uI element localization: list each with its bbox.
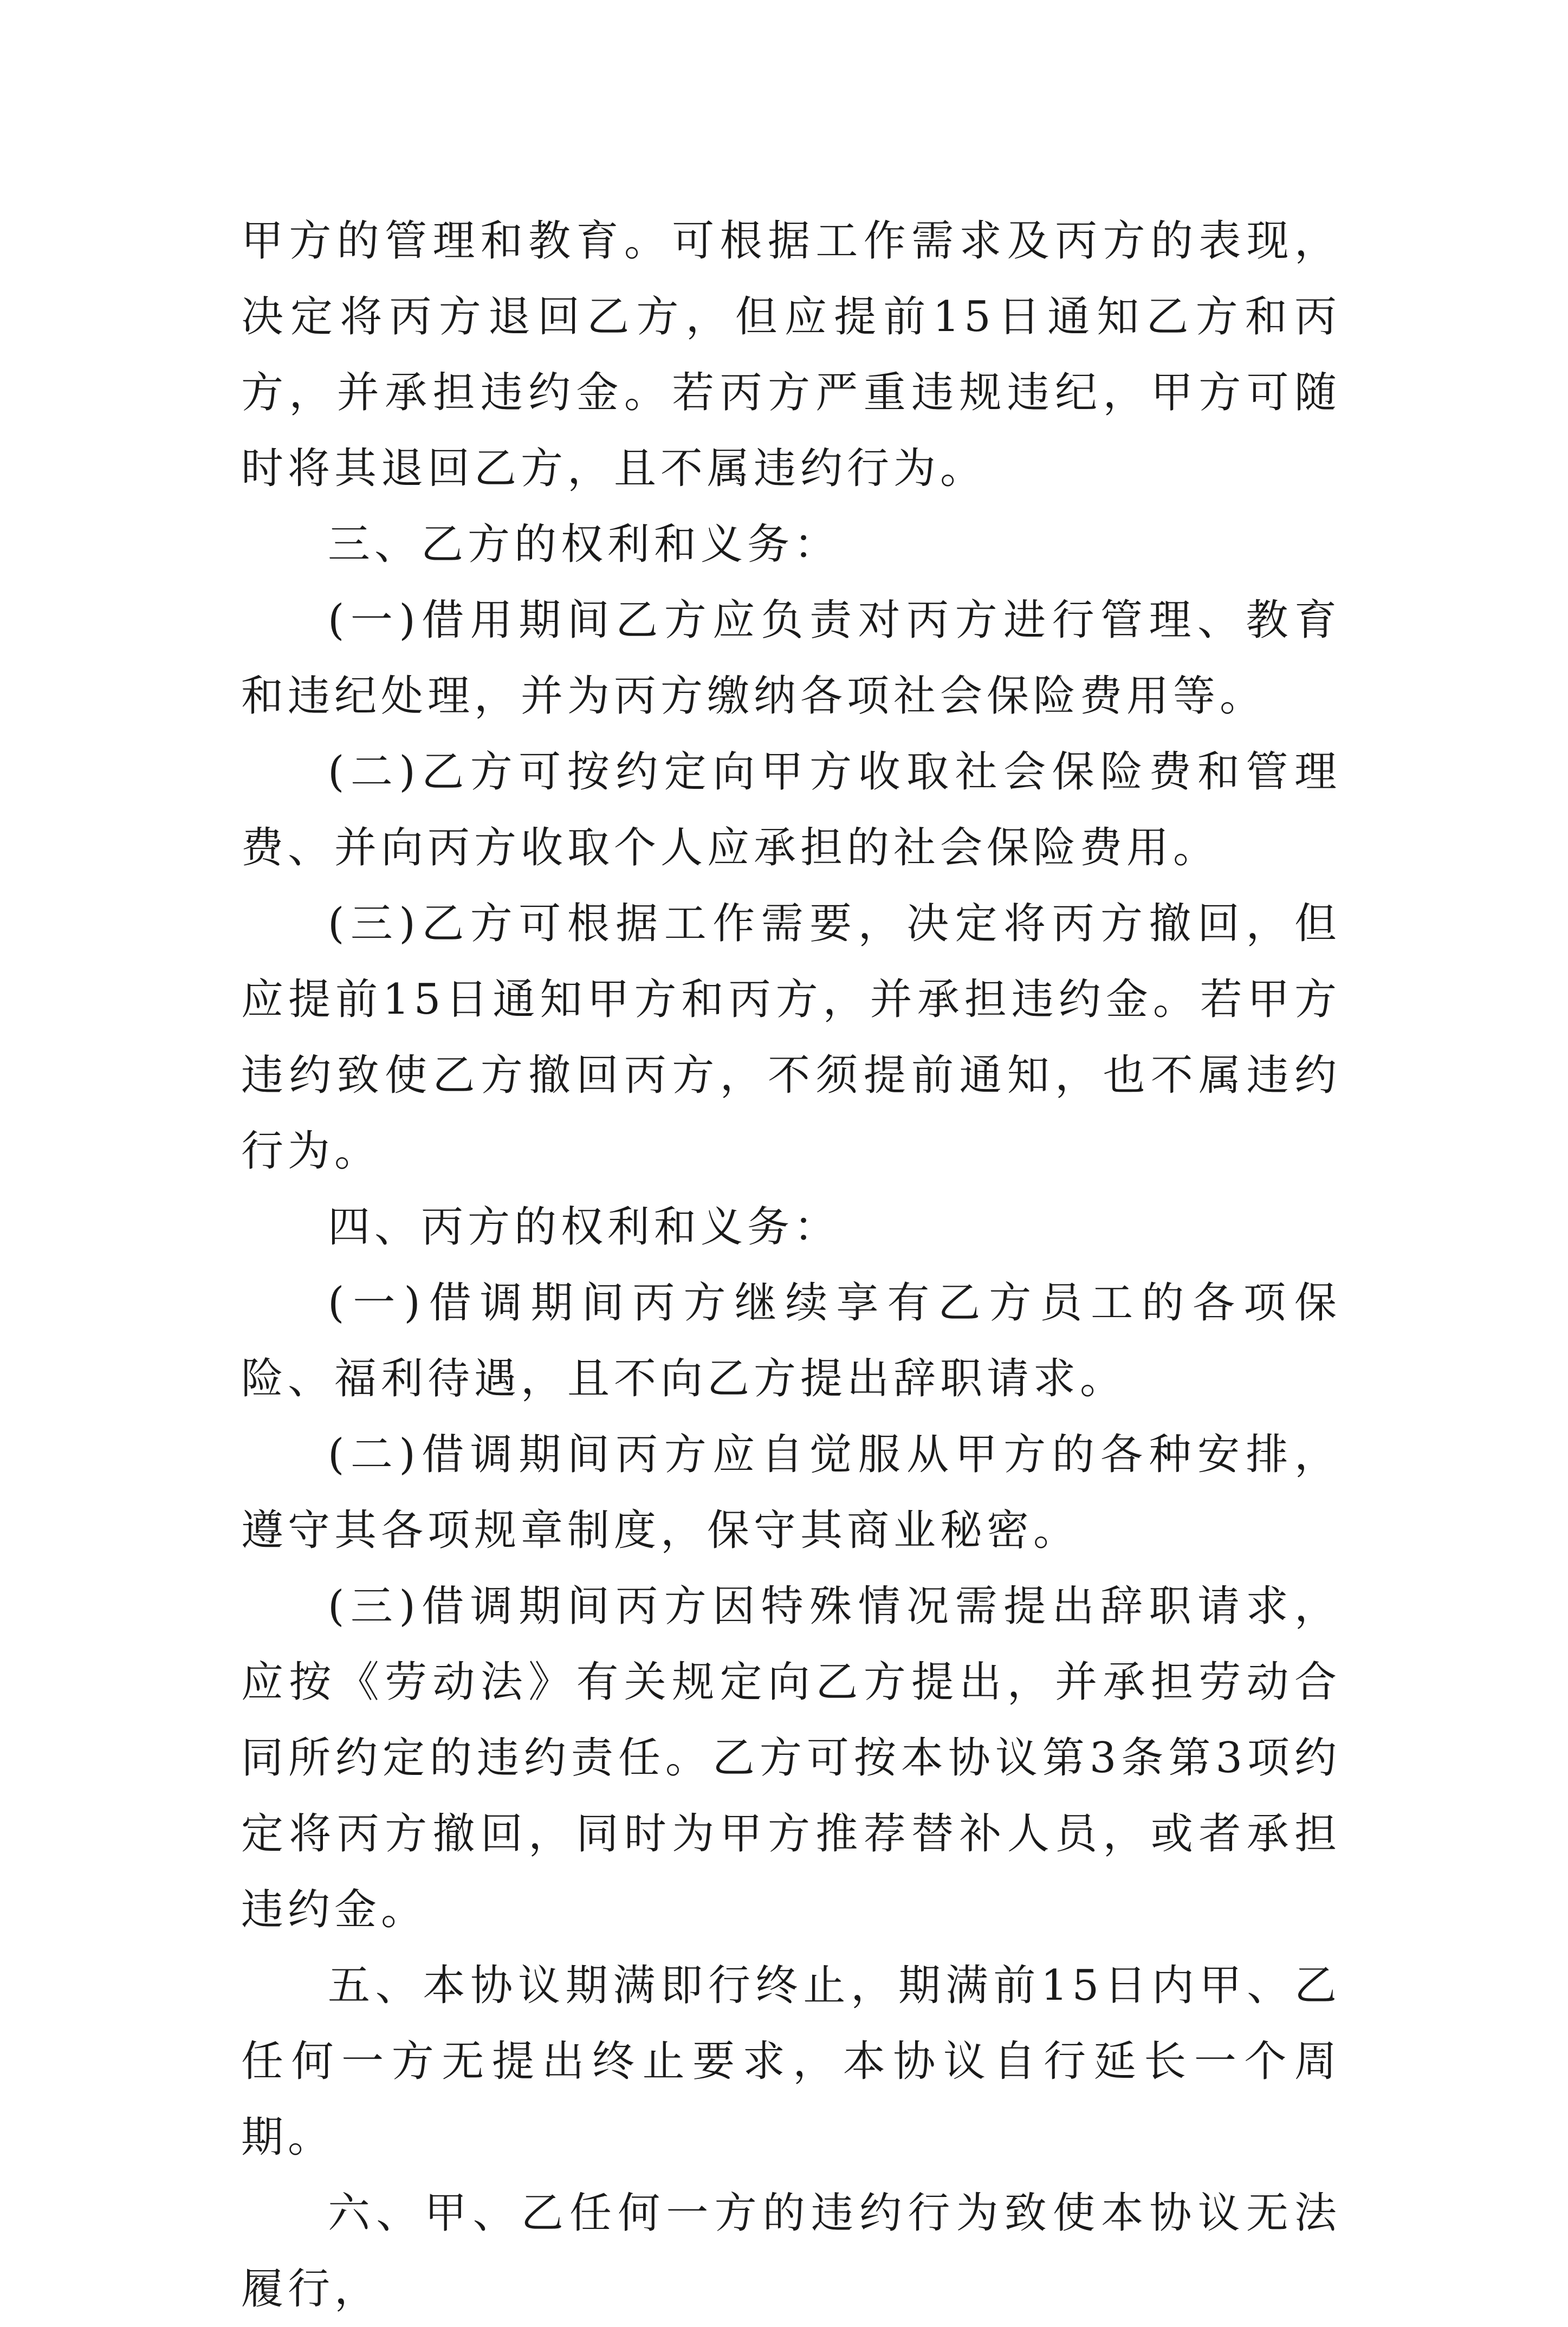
clause-4-3: (三)借调期间丙方因特殊情况需提出辞职请求，应按《劳动法》有关规定向乙方提出，并承担劳动合同所约定的违约责任。乙方可按本协议第3条第3项约定将丙方撤回，同时为甲方推荐替补人员，或者承担违约金。 (241, 1582, 1341, 1934)
clause-4-1: (一)借调期间丙方继续享有乙方员工的各项保险、福利待遇，且不向乙方提出辞职请求。 (241, 1279, 1341, 1403)
section-heading-4: 四、丙方的权利和义务： (328, 1203, 841, 1252)
clause-3-3: (三)乙方可根据工作需要，决定将丙方撤回，但应提前15日通知甲方和丙方，并承担违约金。若甲方违约致使乙方撤回丙方，不须提前通知，也不属违约行为。 (241, 899, 1341, 1176)
clause-3-1: (一)借用期间乙方应负责对丙方进行管理、教育和违纪处理，并为丙方缴纳各项社会保险费用等。 (241, 596, 1341, 721)
document-body (241, 203, 1341, 2327)
section-5: 五、本协议期满即行终止，期满前15日内甲、乙任何一方无提出终止要求，本协议自行延长一个周期。 (241, 1961, 1341, 2162)
section-heading-3: 三、乙方的权利和义务： (328, 520, 841, 569)
paragraph-continuation: 甲方的管理和教育。可根据工作需求及丙方的表现，决定将丙方退回乙方，但应提前15日通知乙方和丙方，并承担违约金。若丙方严重违规违纪，甲方可随时将其退回乙方，且不属违约行为。 (241, 217, 1341, 493)
clause-3-2: (二)乙方可按约定向甲方收取社会保险费和管理费、并向丙方收取个人应承担的社会保险费用。 (241, 748, 1341, 872)
section-6: 六、甲、乙任何一方的违约行为致使本协议无法履行， (241, 2189, 1341, 2313)
clause-4-2: (二)借调期间丙方应自觉服从甲方的各种安排，遵守其各项规章制度，保守其商业秘密。 (241, 1430, 1341, 1555)
